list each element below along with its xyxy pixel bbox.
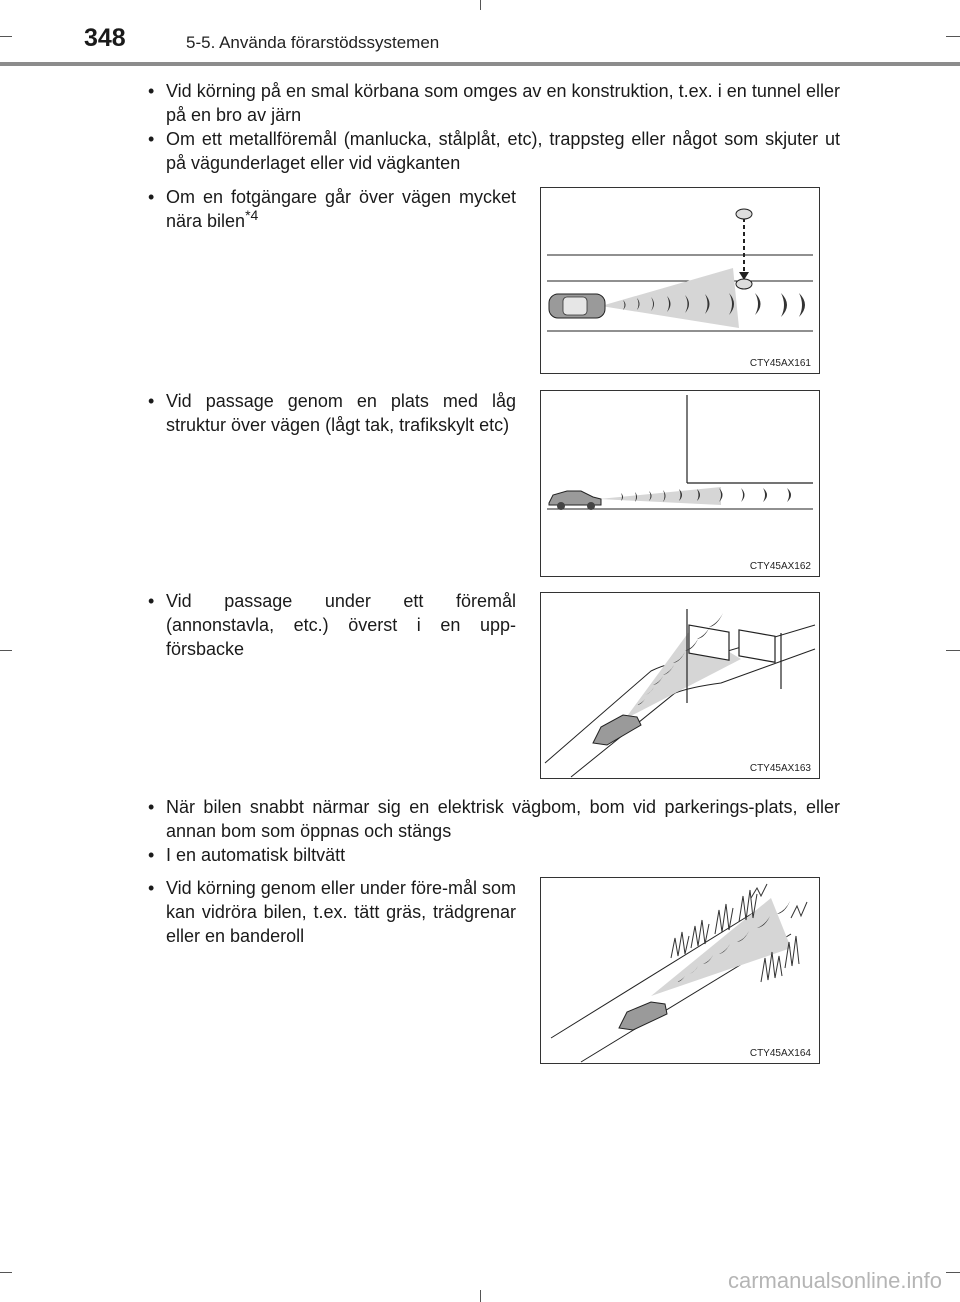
figure-vegetation	[540, 877, 820, 1064]
low-structure-illustration	[541, 391, 819, 576]
bullet-billboard: • Vid passage under ett föremål (annonstavla, etc.) överst i en upp-försbacke	[146, 589, 516, 661]
bullet-gate: • När bilen snabbt närmar sig en elektrisk vägbom, bom vid parkerings-plats, eller annan bom som öppnas och stängs	[146, 795, 840, 843]
header-rule	[0, 62, 960, 66]
figure-code: CTY45AX161	[749, 358, 811, 369]
crop-mark-bottom-left	[0, 1272, 12, 1273]
crop-mark-bottom-center	[480, 1290, 481, 1302]
crop-mark-top-left	[0, 36, 12, 37]
figure-billboard	[540, 592, 820, 779]
pedestrian-illustration	[541, 188, 819, 373]
page-number: 348	[84, 24, 126, 52]
crop-mark-top-right	[946, 36, 960, 37]
bullet-pedestrian	[146, 185, 516, 233]
bullet-narrow-road: • Vid körning på en smal körbana som omges av en konstruktion, t.ex. i en tunnel eller på en bro av järn	[146, 79, 840, 127]
vegetation-illustration	[541, 878, 819, 1063]
figure-code: CTY45AX164	[749, 1048, 811, 1059]
bullet-low-structure: • Vid passage genom en plats med låg struktur över vägen (lågt tak, trafikskylt etc)	[146, 389, 516, 437]
crop-mark-top-center	[480, 0, 481, 10]
billboard-illustration	[541, 593, 819, 778]
footnote-mark: *4	[245, 207, 259, 223]
crop-mark-mid-left	[0, 650, 12, 651]
figure-code: CTY45AX163	[749, 763, 811, 774]
bullet-carwash: • I en automatisk biltvätt	[146, 843, 840, 867]
watermark: carmanualsonline.info	[727, 1268, 942, 1293]
bullet-pedestrian-text: Om en fotgängare går över vägen mycket nära bilen	[166, 187, 516, 231]
figure-low-structure	[540, 390, 820, 577]
bullet-metal-object: • Om ett metallföremål (manlucka, stålplåt, etc), trappsteg eller något som skjuter ut på vägunderlaget eller vid vägkanten	[146, 127, 840, 175]
crop-mark-mid-right	[946, 650, 960, 651]
crop-mark-bottom-right	[946, 1272, 960, 1273]
figure-code: CTY45AX162	[749, 561, 811, 572]
section-title: 5-5. Använda förarstödssystemen	[186, 33, 440, 52]
bullet-vegetation: • Vid körning genom eller under före-mål som kan vidröra bilen, t.ex. tätt gräs, trädgrenar eller en banderoll	[146, 876, 516, 948]
figure-pedestrian	[540, 187, 820, 374]
